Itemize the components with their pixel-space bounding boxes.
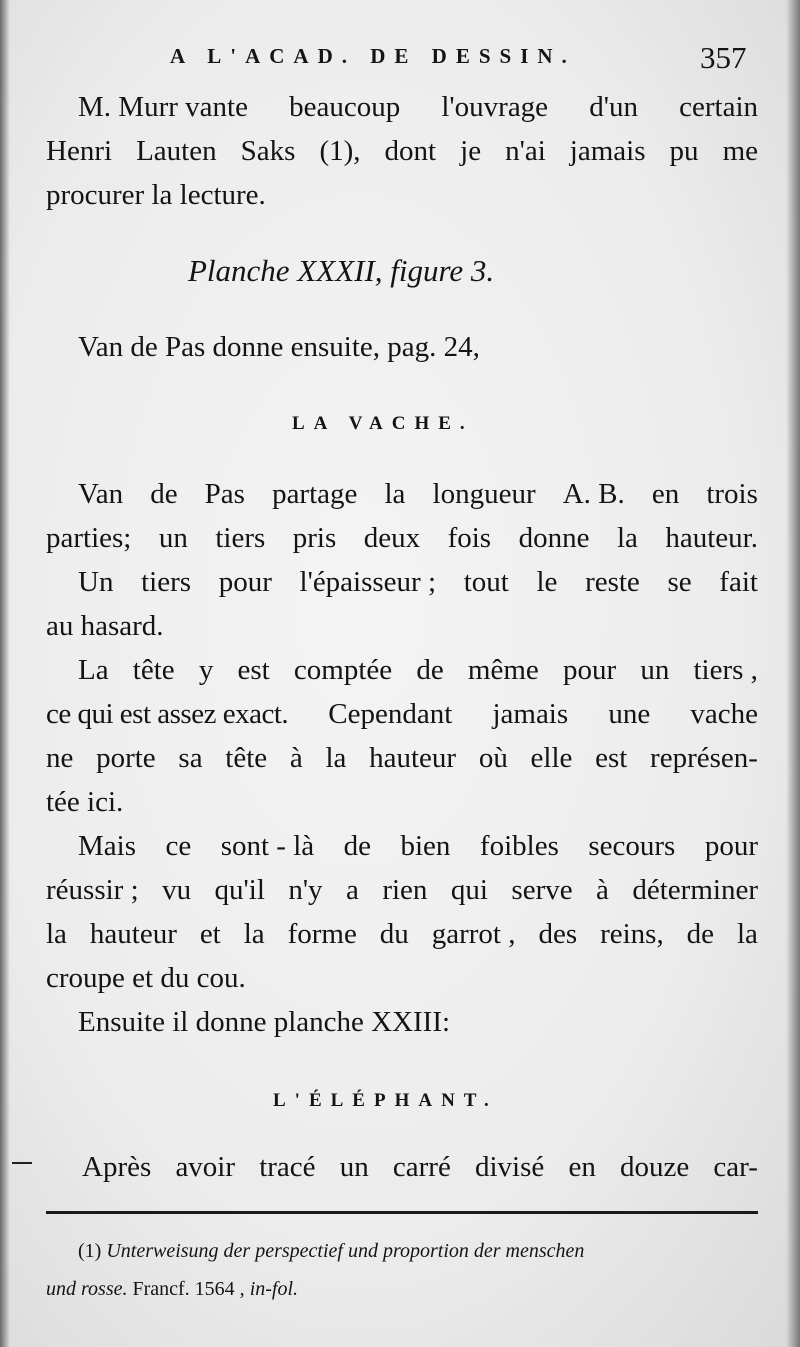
word: se: [667, 566, 692, 598]
word: ce: [165, 830, 192, 862]
word: déterminer: [632, 874, 758, 906]
word: forme: [287, 918, 357, 950]
word: de: [416, 654, 444, 686]
word: secours: [588, 830, 676, 862]
word: reins,: [600, 918, 664, 950]
page-edge-shadow-right: [786, 0, 800, 1347]
word: une: [608, 698, 651, 730]
word: de: [343, 830, 372, 862]
word: longueur: [432, 478, 536, 510]
word: l'épaisseur ;: [299, 566, 437, 598]
paragraph-2-line-3: [46, 565, 758, 599]
paragraph-4-line-3: [46, 917, 758, 951]
word: où: [478, 742, 508, 774]
word: jamais: [492, 698, 569, 730]
word: hauteur.: [665, 522, 758, 554]
word: ce qui est assez exact.: [46, 698, 289, 730]
word: tête: [132, 654, 175, 686]
word: à: [596, 874, 609, 906]
running-head: [0, 40, 800, 80]
paragraph-3-line-1: [46, 653, 758, 687]
word: (1),: [319, 135, 361, 167]
word: la: [736, 918, 758, 950]
word: dont: [384, 135, 437, 167]
word: beaucoup: [289, 91, 401, 123]
paragraph-1-line-2: [46, 134, 758, 168]
word: la: [384, 478, 406, 510]
word: divisé: [475, 1151, 545, 1183]
word: n'y: [288, 874, 323, 906]
word: tiers ,: [693, 654, 758, 686]
word: parties;: [46, 522, 132, 554]
word: ne: [46, 742, 74, 774]
paragraph-4-line-1: [46, 829, 758, 863]
word: avoir: [175, 1151, 236, 1183]
word: fait: [719, 566, 758, 598]
word: représen-: [650, 742, 758, 774]
word: A. B.: [562, 478, 625, 510]
footnote-rule: [46, 1211, 758, 1214]
word: La: [78, 654, 109, 686]
word: car-: [713, 1151, 758, 1183]
word: tout: [463, 566, 509, 598]
word: tête: [225, 742, 268, 774]
word: douze: [620, 1151, 690, 1183]
word: Lauten: [136, 135, 217, 167]
paragraph-2-line-1: [46, 477, 758, 511]
word: du: [379, 918, 409, 950]
word: qu'il: [214, 874, 265, 906]
footnote-line-2: [46, 1276, 758, 1302]
footnote-marker: (1): [78, 1240, 102, 1262]
word: le: [536, 566, 558, 598]
word: donne: [518, 522, 590, 554]
word: comptée: [293, 654, 393, 686]
word: tiers: [141, 566, 192, 598]
paragraph-1-line-1: [46, 90, 758, 124]
page-number: 357: [700, 40, 747, 75]
word: Van: [78, 478, 124, 510]
word: reste: [585, 566, 640, 598]
word: à: [289, 742, 303, 774]
intro-line: Van de Pas donne ensuite, pag. 24,: [78, 331, 480, 363]
word: Pas: [204, 478, 245, 510]
word: partage: [272, 478, 358, 510]
word: réussir ;: [46, 874, 139, 906]
paragraph-2-line-4: au hasard.: [46, 610, 164, 642]
word: trois: [706, 478, 758, 510]
word: fois: [447, 522, 492, 554]
word: vache: [690, 698, 758, 730]
section-title-elephant: L'ÉLÉPHANT.: [273, 1090, 498, 1111]
word: la: [325, 742, 347, 774]
word: vu: [162, 874, 192, 906]
word: tiers: [215, 522, 266, 554]
word: je: [460, 135, 482, 167]
word: Après: [82, 1151, 152, 1183]
margin-dash-mark: [12, 1162, 32, 1164]
word: y: [198, 654, 214, 686]
word: est: [237, 654, 270, 686]
word: Mais: [78, 830, 136, 862]
word: serve: [511, 874, 573, 906]
word: deux: [363, 522, 421, 554]
word: un: [339, 1151, 369, 1183]
word: en: [651, 478, 680, 510]
plate-heading: Planche XXXII, figure 3.: [188, 253, 495, 288]
word: même: [467, 654, 539, 686]
word: l'ouvrage: [441, 91, 549, 123]
word: M. Murr vante: [78, 91, 248, 123]
word: pris: [292, 522, 337, 554]
word: hauteur: [369, 742, 457, 774]
footnote-title-part-2: und rosse.: [46, 1278, 128, 1300]
footnote-title-part-1: Unterweisung der perspectief und proportion der menschen: [106, 1240, 585, 1262]
paragraph-6-line-1: [46, 1150, 758, 1184]
section-title-vache: LA VACHE.: [292, 413, 474, 434]
word: foibles: [479, 830, 559, 862]
paragraph-2-line-2: [46, 521, 758, 555]
word: pour: [704, 830, 758, 862]
word: et: [199, 918, 221, 950]
word: n'ai: [505, 135, 546, 167]
word: pu: [669, 135, 699, 167]
word: de: [150, 478, 178, 510]
word: certain: [679, 91, 758, 123]
word: pour: [218, 566, 272, 598]
word: Henri: [46, 135, 113, 167]
word: Cependant: [328, 698, 453, 730]
page-edge-shadow-left: [0, 0, 10, 1347]
word: d'un: [589, 91, 638, 123]
word: qui: [450, 874, 488, 906]
word: elle: [530, 742, 573, 774]
paragraph-4-line-4: croupe et du cou.: [46, 962, 246, 994]
word: tracé: [259, 1151, 316, 1183]
word: des: [538, 918, 578, 950]
running-title: A L'ACAD. DE DESSIN.: [170, 44, 576, 68]
word: sa: [178, 742, 203, 774]
word: porte: [96, 742, 156, 774]
word: hauteur: [89, 918, 177, 950]
paragraph-3-line-3: [46, 741, 758, 775]
footnote-format: in-fol.: [249, 1278, 299, 1300]
word: jamais: [569, 135, 646, 167]
word: sont - là: [220, 830, 315, 862]
word: la: [46, 918, 67, 950]
footnote-publication: Francf. 1564 ,: [132, 1278, 245, 1300]
paragraph-3-line-2: [46, 697, 758, 731]
word: rien: [382, 874, 428, 906]
footnote-line-1: [78, 1238, 758, 1264]
word: carré: [392, 1151, 451, 1183]
word: de: [686, 918, 715, 950]
word: la: [616, 522, 638, 554]
word: bien: [400, 830, 451, 862]
word: la: [243, 918, 265, 950]
word: un: [640, 654, 670, 686]
paragraph-5-line-1: Ensuite il donne planche XXIII:: [78, 1006, 451, 1038]
word: est: [595, 742, 628, 774]
paragraph-3-line-4: tée ici.: [46, 786, 124, 818]
word: pour: [562, 654, 617, 686]
word: en: [568, 1151, 596, 1183]
word: Un: [78, 566, 114, 598]
word: me: [722, 135, 758, 167]
paragraph-1-line-3: procurer la lecture.: [46, 179, 266, 211]
word: Saks: [240, 135, 296, 167]
word: garrot ,: [431, 918, 516, 950]
paragraph-4-line-2: [46, 873, 758, 907]
word: un: [158, 522, 188, 554]
word: a: [346, 874, 359, 906]
